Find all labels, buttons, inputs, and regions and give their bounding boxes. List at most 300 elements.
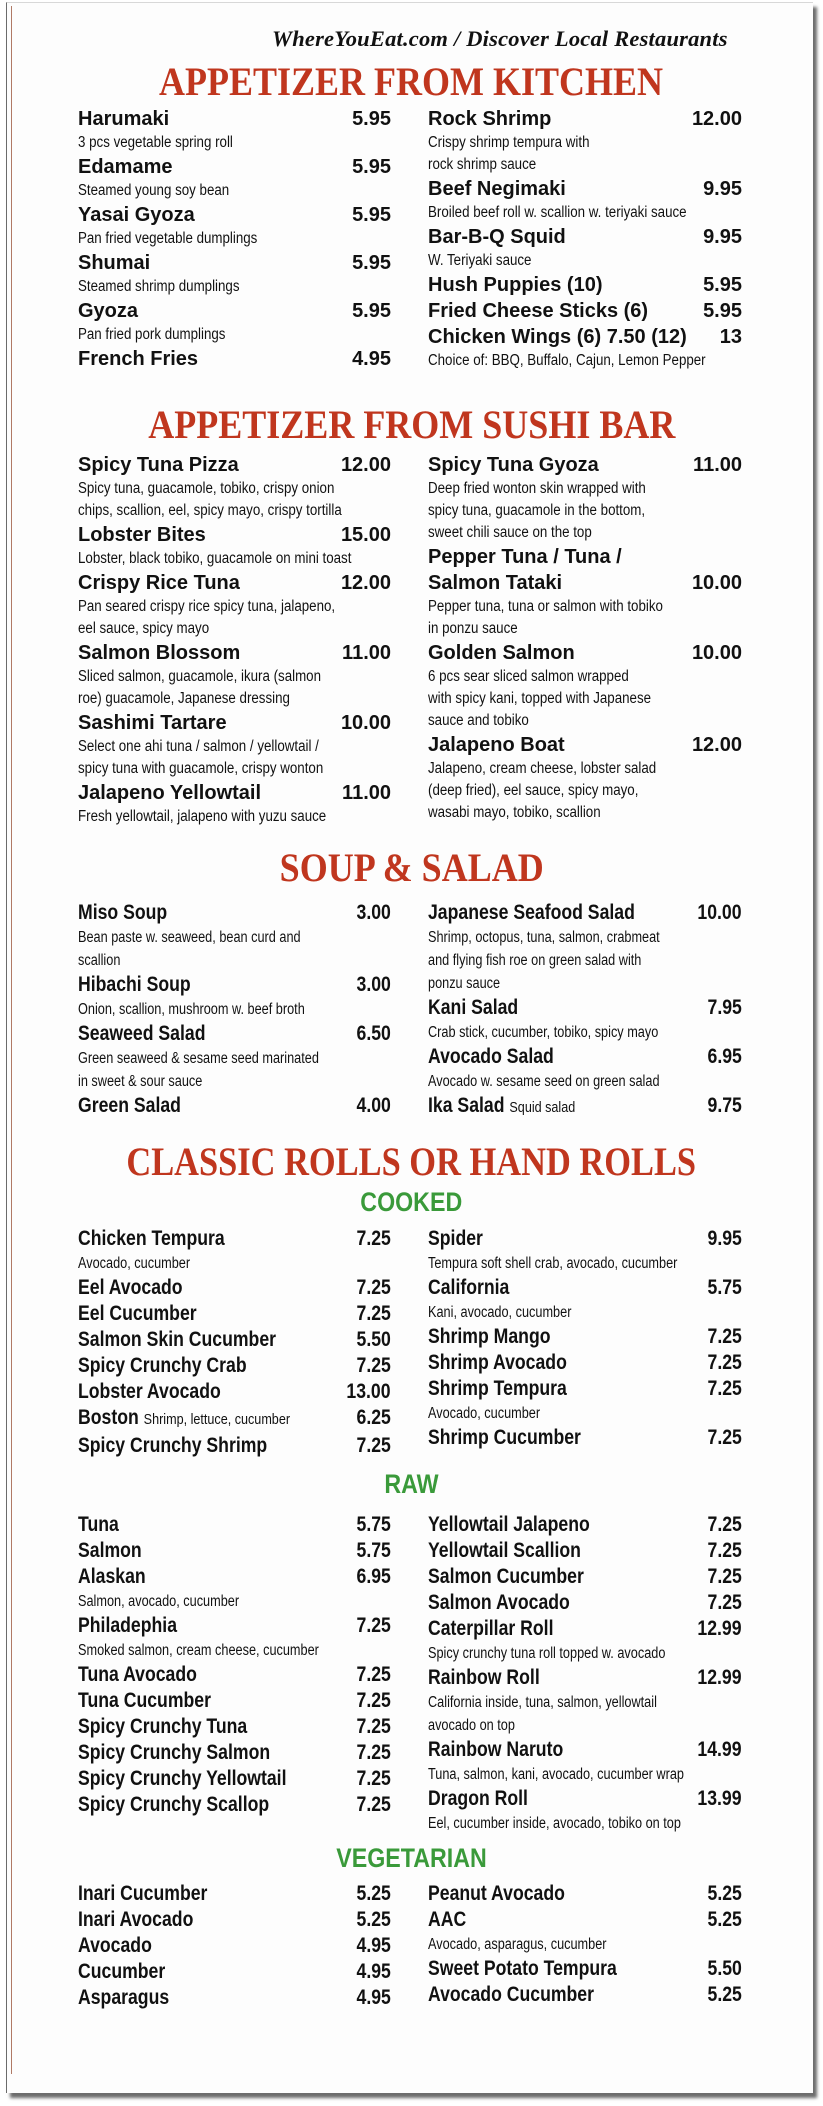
item-name-text: Shrimp Tempura: [428, 1377, 567, 1400]
item-description: spicy tuna, guacamole in the bottom,: [428, 502, 646, 519]
item-price: 7.25: [356, 1276, 391, 1299]
menu-item: [78, 1226, 391, 1252]
item-name-text: Tuna Avocado: [78, 1663, 197, 1686]
item-name-text: Shumai: [78, 252, 151, 274]
item-name: [78, 710, 227, 736]
item-description: Steamed young soy bean: [78, 182, 230, 199]
item-price: 5.75: [356, 1539, 391, 1562]
item-name-text: Salmon Skin Cucumber: [78, 1328, 277, 1351]
item-price: 4.00: [356, 1094, 391, 1117]
item-price: 11.00: [342, 642, 391, 664]
item-description: 6 pcs sear sliced salmon wrapped: [428, 668, 629, 685]
item-name-text: Rock Shrimp: [428, 108, 552, 130]
menu-item: [78, 1379, 391, 1405]
item-price: 3.00: [356, 901, 391, 924]
item-description: (deep fried), eel sauce, spicy mayo,: [428, 782, 639, 799]
item-name: [78, 1564, 146, 1590]
heading-soup-salad: [0, 844, 823, 891]
menu-item: [78, 1353, 391, 1379]
item-name: [78, 1766, 286, 1792]
item-name: [78, 1405, 290, 1433]
item-name: [428, 1044, 554, 1070]
item-price: 11.00: [693, 454, 742, 476]
menu-item: [78, 1275, 391, 1301]
menu-item: [428, 732, 742, 758]
item-description: Bean paste w. seaweed, bean curd and: [78, 929, 301, 946]
item-name: [78, 1512, 119, 1538]
menu-item: [428, 298, 742, 324]
raw-left-column: [78, 1512, 391, 1818]
menu-item: [78, 1512, 391, 1538]
item-name-text: Golden Salmon: [428, 642, 575, 664]
item-name: [428, 298, 648, 324]
item-name: [428, 570, 562, 596]
item-description: Lobster, black tobiko, guacamole on mini toast: [78, 550, 352, 567]
menu-item: [428, 1737, 742, 1763]
item-price: 9.95: [707, 1227, 742, 1250]
item-description: spicy tuna with guacamole, crispy wonton: [78, 760, 324, 777]
item-name-text: Yellowtail Scallion: [428, 1539, 581, 1562]
item-name: [428, 1425, 581, 1451]
item-name: [78, 452, 239, 478]
item-price: 5.25: [707, 1908, 742, 1931]
menu-item: [78, 452, 391, 478]
subheading-text: VEGETARIAN: [336, 1843, 487, 1873]
item-price: 5.95: [352, 156, 391, 178]
item-description: Broiled beef roll w. scallion w. teriyaki sauce: [428, 204, 687, 221]
menu-item: [78, 1740, 391, 1766]
item-name-text: Hibachi Soup: [78, 973, 191, 996]
item-price: 11.00: [342, 782, 391, 804]
item-name: [428, 900, 635, 926]
subheading-text: RAW: [384, 1469, 439, 1499]
item-description: sweet chili sauce on the top: [428, 524, 592, 541]
item-name: [428, 1226, 483, 1252]
item-price: 10.00: [691, 642, 742, 664]
item-price: 7.25: [356, 1354, 391, 1377]
item-price: 12.00: [691, 108, 742, 130]
menu-item: [78, 1564, 391, 1590]
item-name-text: AAC: [428, 1908, 467, 1931]
item-name-text: Spicy Crunchy Crab: [78, 1354, 247, 1377]
item-price: 5.75: [356, 1513, 391, 1536]
item-name-text: Jalapeno Yellowtail: [78, 782, 262, 804]
item-name-text: Cucumber: [78, 1960, 166, 1983]
item-price: 5.25: [356, 1908, 391, 1931]
menu-item: [428, 1093, 742, 1121]
item-name-text: Avocado: [78, 1934, 152, 1957]
item-price: 4.95: [356, 1934, 391, 1957]
item-description: Sliced salmon, guacamole, ikura (salmon: [78, 668, 322, 685]
item-price: 4.95: [352, 348, 391, 370]
item-name: [78, 1327, 276, 1353]
menu-item: [78, 346, 391, 372]
item-description: California inside, tuna, salmon, yellowtail: [428, 1694, 657, 1711]
item-price: 5.95: [352, 108, 391, 130]
item-name-text: Sweet Potato Tempura: [428, 1957, 617, 1980]
item-price: 6.95: [707, 1045, 742, 1068]
item-price: 4.95: [356, 1960, 391, 1983]
item-name: [78, 1226, 225, 1252]
item-description: Tempura soft shell crab, avocado, cucumber: [428, 1255, 678, 1272]
site-tagline: WhereYouEat.com / Discover Local Restaurants: [272, 26, 728, 51]
item-name-text: Yellowtail Jalapeno: [428, 1513, 590, 1536]
item-price: 7.25: [356, 1741, 391, 1764]
menu-item: [428, 640, 742, 666]
item-name-text: Eel Cucumber: [78, 1302, 197, 1325]
item-description: Pan fried pork dumplings: [78, 326, 226, 343]
heading-text: APPETIZER FROM KITCHEN: [159, 59, 664, 104]
item-name-text: Yasai Gyoza: [78, 204, 195, 226]
item-name: [78, 1933, 152, 1959]
item-name-text: Ika Salad: [428, 1094, 505, 1117]
item-name: [428, 224, 566, 250]
menu-item: [428, 1226, 742, 1252]
item-description: Crab stick, cucumber, tobiko, spicy mayo: [428, 1024, 659, 1041]
item-price: 7.25: [707, 1351, 742, 1374]
item-name-text: Salmon Tataki: [428, 572, 563, 594]
menu-item: [78, 202, 391, 228]
item-description: sauce and tobiko: [428, 712, 529, 729]
item-price: 5.95: [352, 300, 391, 322]
heading-text: CLASSIC ROLLS OR HAND ROLLS: [126, 1139, 697, 1184]
item-price: 7.25: [707, 1513, 742, 1536]
item-name-text: Tuna: [78, 1513, 119, 1536]
item-price: 12.00: [340, 454, 391, 476]
menu-item: [78, 1538, 391, 1564]
item-name: [428, 1665, 540, 1691]
item-price: 7.25: [356, 1793, 391, 1816]
item-name: [78, 1353, 247, 1379]
item-price: 5.75: [707, 1276, 742, 1299]
item-description: and flying fish roe on green salad with: [428, 952, 642, 969]
item-price: 7.95: [707, 996, 742, 1019]
item-price: 5.50: [707, 1957, 742, 1980]
item-price: 12.99: [697, 1666, 742, 1689]
menu-item: [428, 995, 742, 1021]
item-price: 14.99: [697, 1738, 742, 1761]
item-description: Jalapeno, cream cheese, lobster salad: [428, 760, 657, 777]
item-name-text: Rainbow Naruto: [428, 1738, 564, 1761]
menu-item: [78, 1714, 391, 1740]
item-name: [428, 324, 687, 350]
item-description: Kani, avocado, cucumber: [428, 1304, 572, 1321]
item-price: 4.95: [356, 1986, 391, 2009]
item-price: 7.25: [707, 1377, 742, 1400]
item-name: [428, 1538, 581, 1564]
item-name-text: Seaweed Salad: [78, 1022, 206, 1045]
item-name: [78, 1021, 205, 1047]
item-name: [78, 298, 138, 324]
item-description: Eel, cucumber inside, avocado, tobiko on top: [428, 1815, 681, 1832]
menu-item: [78, 570, 391, 596]
item-description: ponzu sauce: [428, 975, 501, 992]
item-price: 9.95: [703, 178, 742, 200]
menu-item: [78, 1301, 391, 1327]
menu-item: [428, 1538, 742, 1564]
item-name: [78, 1959, 165, 1985]
item-price: 7.25: [356, 1302, 391, 1325]
item-name: [428, 1376, 567, 1402]
item-price: 7.25: [356, 1715, 391, 1738]
item-name: [78, 570, 240, 596]
item-name: [78, 1740, 270, 1766]
item-description: Pan seared crispy rice spicy tuna, jalapeno,: [78, 598, 336, 615]
item-name-text: Dragon Roll: [428, 1787, 528, 1810]
item-name: [78, 1301, 197, 1327]
item-name: [428, 272, 602, 298]
item-price: 9.95: [703, 226, 742, 248]
subheading-cooked: [0, 1187, 823, 1218]
item-name: [78, 780, 261, 806]
item-description: wasabi mayo, tobiko, scallion: [428, 804, 601, 821]
item-name: [428, 1324, 551, 1350]
menu-item: [78, 1933, 391, 1959]
item-name: [78, 1662, 197, 1688]
item-name-text: Harumaki: [78, 108, 170, 130]
item-name: [78, 1379, 221, 1405]
item-name-text: Kani Salad: [428, 996, 519, 1019]
item-price: 7.25: [356, 1614, 391, 1637]
menu-item: [78, 1766, 391, 1792]
vegetarian-left-column: [78, 1881, 391, 2011]
item-name-text: Spicy Crunchy Salmon: [78, 1741, 271, 1764]
item-name-text: California: [428, 1276, 510, 1299]
item-name-text: Spicy Crunchy Yellowtail: [78, 1767, 287, 1790]
menu-item: [428, 324, 742, 350]
item-name: [428, 1982, 594, 2008]
item-description: in sweet & sour sauce: [78, 1073, 203, 1090]
menu-item: [428, 1665, 742, 1691]
item-name: [78, 106, 169, 132]
item-name: [78, 1613, 177, 1639]
item-name-text: Pepper Tuna / Tuna /: [428, 546, 622, 568]
item-name-text: Jalapeno Boat: [428, 734, 565, 756]
item-name-text: Shrimp Cucumber: [428, 1426, 581, 1449]
item-name-text: Spicy Crunchy Shrimp: [78, 1434, 268, 1457]
menu-item: [78, 1405, 391, 1433]
menu-item: [78, 1959, 391, 1985]
item-description: chips, scallion, eel, spicy mayo, crispy tortilla: [78, 502, 342, 519]
item-name: [78, 202, 195, 228]
item-price: 7.25: [356, 1663, 391, 1686]
item-name-text: Crispy Rice Tuna: [78, 572, 240, 594]
heading-text: APPETIZER FROM SUSHI BAR: [147, 402, 676, 447]
menu-item: [428, 176, 742, 202]
menu-item: [428, 1275, 742, 1301]
item-description: avocado on top: [428, 1717, 515, 1734]
menu-item: [428, 900, 742, 926]
cooked-left-column: [78, 1226, 391, 1459]
menu-item: [78, 972, 391, 998]
item-name: [428, 640, 575, 666]
item-name: [78, 1792, 269, 1818]
item-price: 5.95: [352, 204, 391, 226]
item-name-text: Eel Avocado: [78, 1276, 183, 1299]
item-price: 13: [719, 326, 742, 348]
item-description: Steamed shrimp dumplings: [78, 278, 240, 295]
vegetarian-right-column: [428, 1881, 742, 2008]
menu-item: [78, 1093, 391, 1119]
item-price: 5.25: [707, 1983, 742, 2006]
item-name-text: Tuna Cucumber: [78, 1689, 211, 1712]
item-price: 5.25: [707, 1882, 742, 1905]
item-price: 7.25: [707, 1325, 742, 1348]
item-name-text: Asparagus: [78, 1986, 170, 2009]
item-name: [78, 1714, 247, 1740]
item-name-text: Salmon: [78, 1539, 142, 1562]
item-price: 6.95: [356, 1565, 391, 1588]
item-name: [78, 1688, 211, 1714]
item-description: W. Teriyaki sauce: [428, 252, 532, 269]
sushi-left-column: [78, 452, 391, 828]
heading-appetizer-sushi-bar: [0, 401, 823, 448]
menu-item: [428, 1956, 742, 1982]
menu-item: [428, 224, 742, 250]
item-name: [78, 640, 240, 666]
item-name-text: Japanese Seafood Salad: [428, 901, 635, 924]
menu-item: [428, 1616, 742, 1642]
item-price: 7.25: [707, 1591, 742, 1614]
item-name-text: Lobster Bites: [78, 524, 206, 546]
item-price: 13.99: [697, 1787, 742, 1810]
item-name: [428, 1881, 565, 1907]
menu-item: [78, 1433, 391, 1459]
item-name-text: Hush Puppies (10): [428, 274, 603, 296]
heading-appetizer-kitchen: [0, 58, 823, 105]
item-price: 6.50: [356, 1022, 391, 1045]
item-name-text: Spider: [428, 1227, 483, 1250]
menu-item: [428, 1786, 742, 1812]
item-description: Crispy shrimp tempura with: [428, 134, 590, 151]
menu-item: [428, 1590, 742, 1616]
item-description: Fresh yellowtail, jalapeno with yuzu sauce: [78, 808, 327, 825]
item-price: 7.25: [707, 1539, 742, 1562]
item-name-text: Bar-B-Q Squid: [428, 226, 566, 248]
item-name: [78, 1985, 169, 2011]
menu-item: [78, 1327, 391, 1353]
item-name: [78, 900, 167, 926]
item-name: [428, 1512, 590, 1538]
cooked-right-column: [428, 1226, 742, 1451]
item-price: 7.25: [356, 1227, 391, 1250]
item-description: Shrimp, octopus, tuna, salmon, crabmeat: [428, 929, 660, 946]
menu-item: [78, 710, 391, 736]
item-price: 5.50: [356, 1328, 391, 1351]
item-name-text: Spicy Tuna Gyoza: [428, 454, 599, 476]
item-description: Salmon, avocado, cucumber: [78, 1593, 240, 1610]
menu-item: [78, 1021, 391, 1047]
item-description: eel sauce, spicy mayo: [78, 620, 210, 637]
menu-item: [428, 1044, 742, 1070]
menu-item: [78, 1688, 391, 1714]
menu-item: [428, 1425, 742, 1451]
item-name: [428, 1616, 553, 1642]
item-name-text: Gyoza: [78, 300, 139, 322]
item-description: Pan fried vegetable dumplings: [78, 230, 258, 247]
soup-right-column: [428, 900, 742, 1121]
item-description: scallion: [78, 952, 121, 969]
item-name: [428, 1956, 617, 1982]
menu-item: [428, 544, 742, 570]
item-description: Onion, scallion, mushroom w. beef broth: [78, 1001, 305, 1018]
menu-item: [428, 452, 742, 478]
menu-item: [428, 272, 742, 298]
item-description: rock shrimp sauce: [428, 156, 537, 173]
soup-left-column: [78, 900, 391, 1119]
kitchen-right-column: [428, 106, 742, 372]
item-name-text: Boston: [78, 1406, 139, 1429]
item-name: [428, 544, 622, 570]
item-price: 12.00: [340, 572, 391, 594]
item-price: 7.25: [356, 1689, 391, 1712]
item-name: [78, 1433, 267, 1459]
item-name-text: Alaskan: [78, 1565, 146, 1588]
item-price: 10.00: [697, 901, 742, 924]
item-name: [78, 154, 173, 180]
item-name: [428, 452, 599, 478]
menu-item: [428, 106, 742, 132]
menu-item: [428, 1512, 742, 1538]
item-name-text: Peanut Avocado: [428, 1882, 565, 1905]
item-name-text: Chicken Tempura: [78, 1227, 225, 1250]
item-name-text: Spicy Tuna Pizza: [78, 454, 239, 476]
menu-item: [78, 1662, 391, 1688]
item-price: 15.00: [340, 524, 391, 546]
item-price: 3.00: [356, 973, 391, 996]
item-name-text: Sashimi Tartare: [78, 712, 227, 734]
menu-item: [78, 1792, 391, 1818]
menu-item: [428, 1324, 742, 1350]
menu-item: [428, 1350, 742, 1376]
item-name-text: Salmon Blossom: [78, 642, 241, 664]
item-name: [428, 1093, 575, 1121]
item-name: [78, 250, 150, 276]
item-name: [428, 1590, 570, 1616]
item-name-text: Inari Cucumber: [78, 1882, 208, 1905]
item-name-text: Avocado Cucumber: [428, 1983, 594, 2006]
item-name-text: Spicy Crunchy Scallop: [78, 1793, 270, 1816]
item-name: [78, 522, 206, 548]
raw-right-column: [428, 1512, 742, 1835]
item-description: Avocado, cucumber: [78, 1255, 191, 1272]
item-description: Avocado, cucumber: [428, 1405, 541, 1422]
item-name: [428, 1737, 563, 1763]
item-description: Smoked salmon, cream cheese, cucumber: [78, 1642, 319, 1659]
menu-item: [428, 570, 742, 596]
item-description: Deep fried wonton skin wrapped with: [428, 480, 646, 497]
item-name: [428, 732, 565, 758]
item-name-text: Miso Soup: [78, 901, 168, 924]
item-price: 9.75: [707, 1094, 742, 1117]
item-name: [428, 1564, 584, 1590]
item-name: [428, 106, 551, 132]
item-name-text: Philadephia: [78, 1614, 178, 1637]
item-name-text: Shrimp Mango: [428, 1325, 551, 1348]
item-name-text: Salmon Avocado: [428, 1591, 570, 1614]
item-price: 12.99: [697, 1617, 742, 1640]
sushi-right-column: [428, 452, 742, 824]
item-name-text: Inari Avocado: [78, 1908, 194, 1931]
item-price: 6.25: [356, 1406, 391, 1429]
menu-item: [78, 298, 391, 324]
item-description: Pepper tuna, tuna or salmon with tobiko: [428, 598, 663, 615]
menu-item: [78, 900, 391, 926]
item-description: Spicy crunchy tuna roll topped w. avocado: [428, 1645, 666, 1662]
menu-item: [428, 1564, 742, 1590]
item-name: [428, 995, 518, 1021]
menu-item: [78, 250, 391, 276]
